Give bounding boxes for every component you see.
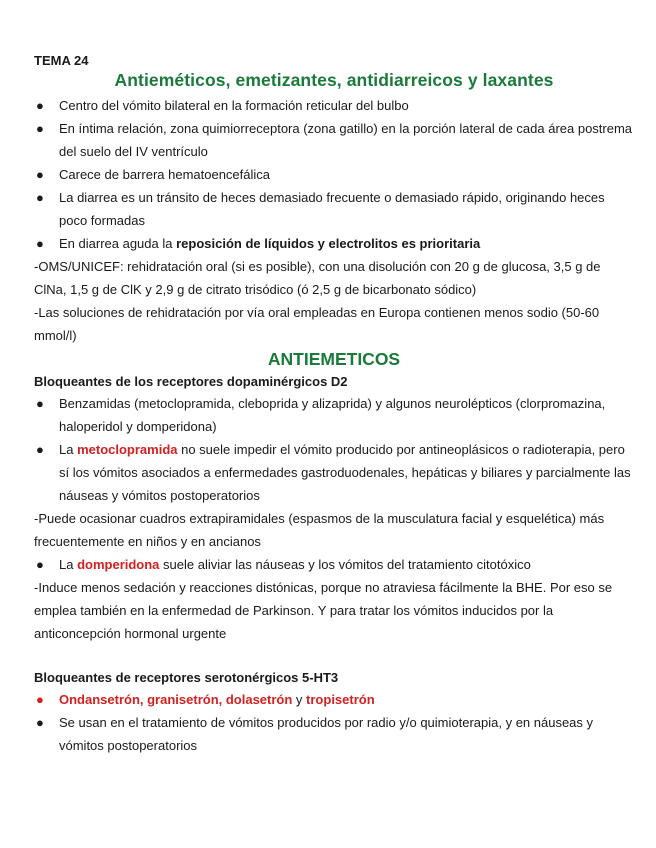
domperidone-paragraph: -Induce menos sedación y reacciones distónicas, porque no atraviesa fácilmente la BHE. Por eso se emplea también en la enfermedad de Parkinson. Y para tratar los vómitos inducidos por la anticoncepción hormonal urgente [34, 580, 613, 641]
list-item: ● Ondansetrón, granisetrón, dolasetrón y tropisetrón [34, 688, 634, 711]
drug-name-highlight: domperidona [77, 557, 160, 572]
bullet-icon: ● [36, 98, 44, 113]
bullet-icon: ● [36, 692, 44, 707]
drug-name-highlight: tropisetrón [306, 692, 375, 707]
bullet-icon: ● [36, 121, 44, 136]
list-item: ● Benzamidas (metoclopramida, clebоprida y alizaprida) y algunos neurolépticos (clorpromazina, haloperidol y domperidona) [34, 392, 634, 438]
serotonin-heading: Bloqueantes de receptores serotonérgicos 5-HT3 [34, 670, 339, 685]
drug-name-highlight: metoclopramida [77, 442, 178, 457]
dopamine-bullet-list [34, 392, 634, 507]
list-item: ● La metoclopramida no suele impedir el vómito producido por antineoplásicos o radioterapia, pero sí los vómitos asociados a enfermedades gastroduodenales, hepáticas y biliares y parcialmente las náuseas y vómitos postoperatorios [34, 438, 634, 507]
list-item: ● Carece de barrera hematoencefálica [34, 163, 634, 186]
ors-paragraph: -OMS/UNICEF: rehidratación oral (si es posible), con una disolución con 20 g de glucosa, 3,5 g de ClNa, 1,5 g de ClK y 2,9 g de citrato trisódico (ó 2,5 g de bicarbonato sódico) [34, 259, 601, 297]
extrapyramidal-paragraph: -Puede ocasionar cuadros extrapiramidales (espasmos de la musculatura facial y esquelética) más frecuentemente en niños y en ancianos [34, 511, 605, 549]
spacer [34, 645, 634, 667]
list-item: ● Se usan en el tratamiento de vómitos producidos por radio y/o quimioterapia, y en náuseas y vómitos postoperatorios [34, 711, 634, 757]
document-title: Antieméticos, emetizantes, antidiarreicos y laxantes [114, 70, 554, 90]
bullet-icon: ● [36, 167, 44, 182]
europe-ors-paragraph: -Las soluciones de rehidratación por vía oral empleadas en Europa contienen menos sodio (50-60 mmol/l) [34, 305, 600, 343]
emphasis-text: reposición de líquidos y electrolitos es prioritaria [176, 236, 481, 251]
tema-label: TEMA 24 [34, 53, 89, 68]
document-page [34, 52, 634, 757]
bullet-icon: ● [36, 442, 44, 457]
bullet-icon: ● [36, 396, 44, 411]
intro-bullet-list [34, 94, 634, 255]
bullet-icon: ● [36, 236, 44, 251]
list-item: ● En diarrea aguda la reposición de líquidos y electrolitos es prioritaria [34, 232, 634, 255]
section-title-antiemeticos: ANTIEMETICOS [267, 349, 401, 369]
list-item: ● En íntima relación, zona quimiorreceptora (zona gatillo) en la porción lateral de cada área postrema del suelo del IV ventrículo [34, 117, 634, 163]
list-item: ● La domperidona suele aliviar las náuseas y los vómitos del tratamiento citotóxico [34, 553, 634, 576]
bullet-icon: ● [36, 557, 44, 572]
domperidone-bullet-list [34, 553, 634, 576]
bullet-icon: ● [36, 190, 44, 205]
dopamine-heading: Bloqueantes de los receptores dopaminérgicos D2 [34, 374, 348, 389]
list-item: ● Centro del vómito bilateral en la formación reticular del bulbo [34, 94, 634, 117]
list-item: ● La diarrea es un tránsito de heces demasiado frecuente o demasiado rápido, originando heces poco formadas [34, 186, 634, 232]
bullet-icon: ● [36, 715, 44, 730]
serotonin-bullet-list [34, 688, 634, 757]
drug-name-highlight: Ondansetrón, granisetrón, dolasetrón [59, 692, 293, 707]
